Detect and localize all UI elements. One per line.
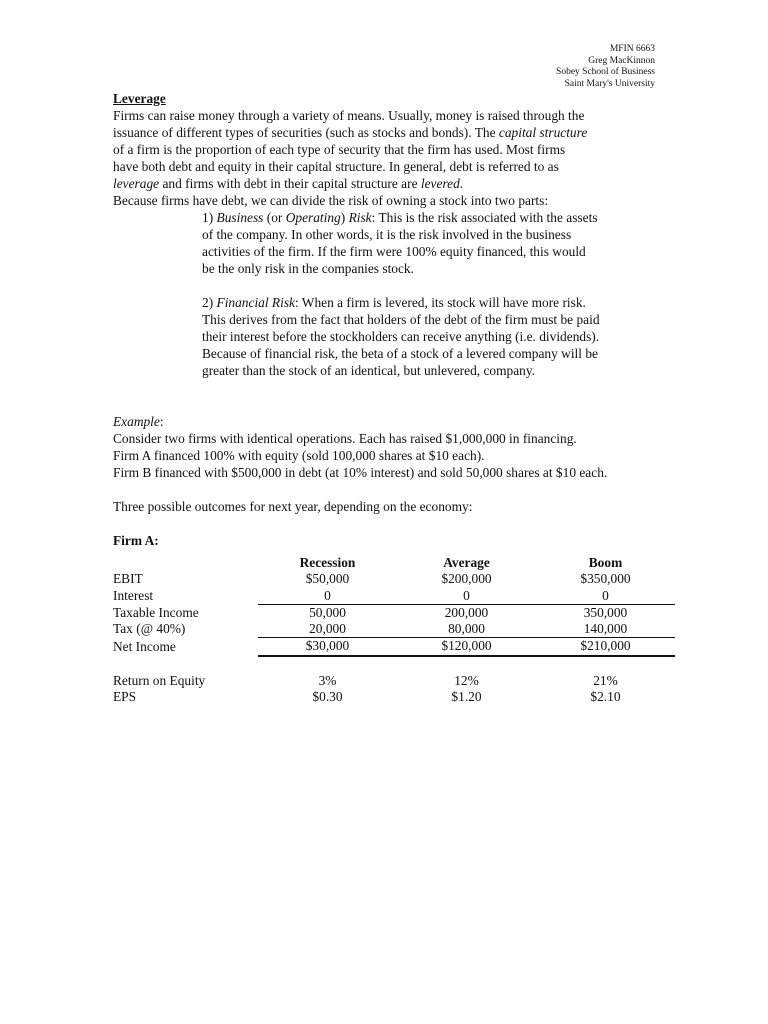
business-risk-paragraph: 1) Business (or Operating) Risk: This is the risk associated with the assets of the company. In other words, it is the risk involved in the business activities of the firm. If the firm were 100% equity financed, this would be the only risk in the companies stock. [202,210,598,276]
column-header: Recession [299,555,356,570]
table-cell: $1.20 [451,689,482,705]
intro-line: issuance of different types of securities (such as stocks and bonds). The capital structure [113,125,588,140]
table-cell: $2.10 [590,689,621,705]
example-line: Consider two firms with identical operations. Each has raised $1,000,000 in financing. [113,431,577,446]
row-label: Tax (@ 40%) [113,621,186,637]
firm-a-label: Firm A: [113,533,159,548]
row-label: Return on Equity [113,673,206,689]
table-row [113,638,675,656]
document-body [113,90,658,549]
column-header: Boom [588,555,623,570]
intro-line: of a firm is the proportion of each type of security that the firm has used. Most firms [113,142,566,157]
intro-line: Firms can raise money through a variety of means. Usually, money is raised through the [113,108,585,123]
school-name: Sobey School of Business [556,67,655,77]
author-name: Greg MacKinnon [588,55,655,66]
intro-line: have both debt and equity in their capital structure. In general, debt is referred to as [113,159,559,174]
table-cell: 0 [536,588,675,605]
university-name: Saint Mary's University [564,78,655,89]
example-heading: Example: [113,414,164,429]
table-cell: 3% [318,673,337,689]
row-label: Taxable Income [113,604,199,620]
table-row [113,571,675,587]
table-cell: 200,000 [444,604,489,620]
document-header [556,44,655,90]
table-row [113,673,675,689]
row-label: EBIT [113,571,143,587]
intro-line: Because firms have debt, we can divide the risk of owning a stock into two parts: [113,193,549,208]
example-line: Firm A financed 100% with equity (sold 100,000 shares at $10 each). [113,448,485,463]
table-cell: 0 [258,588,397,605]
firm-a-table [113,555,675,706]
table-cell: 140,000 [536,621,675,638]
course-code: MFIN 6663 [609,44,655,54]
table-cell: 350,000 [583,604,628,620]
table-cell: 0 [397,588,536,605]
table-cell: 50,000 [309,604,346,620]
intro-line: leverage and firms with debt in their capital structure are levered. [113,176,464,191]
row-label: EPS [113,689,137,705]
column-header: Average [443,555,490,570]
table-cell: $350,000 [580,571,631,587]
table-row [113,588,675,605]
table-cell: $30,000 [258,638,397,656]
example-line: Three possible outcomes for next year, depending on the economy: [113,499,473,514]
row-label: Interest [113,587,154,603]
row-label: Net Income [113,638,176,654]
table-cell: 21% [593,673,618,689]
table-cell: 20,000 [258,621,397,638]
table-header-row [113,555,675,571]
table-cell: 12% [454,673,479,689]
table-cell: $210,000 [536,638,675,656]
table-spacer-row [113,656,675,673]
table-cell: $200,000 [441,571,492,587]
table-row [113,604,675,621]
table-row [113,689,675,705]
financial-risk-paragraph: 2) Financial Risk: When a firm is levered, its stock will have more risk. This derives from the fact that holders of the debt of the firm must be paid their interest before the stockholders can receive anything (i.e. dividends). Because of financial risk, the beta of a stock of a levered company will be greater than the stock of an identical, but unlevered, company. [202,295,600,378]
table-cell: $0.30 [312,689,343,705]
page-title: Leverage [113,91,166,106]
table-row [113,621,675,638]
table-cell: 80,000 [397,621,536,638]
example-line: Firm B financed with $500,000 in debt (at 10% interest) and sold 50,000 shares at $10 each. [113,465,608,480]
table-cell: $50,000 [305,571,350,587]
table-cell: $120,000 [397,638,536,656]
